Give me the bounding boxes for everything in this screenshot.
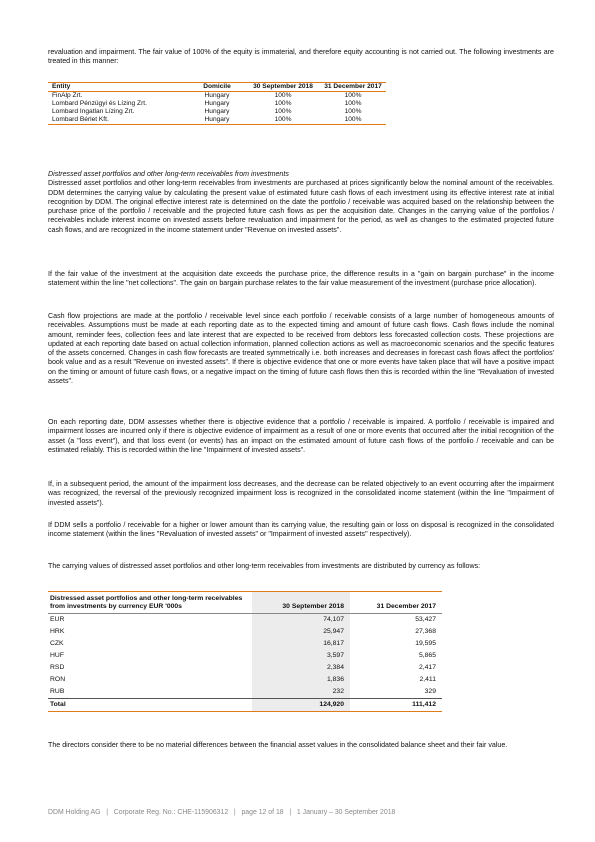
table-row bbox=[48, 614, 442, 627]
footer-period: 1 January – 30 September 2018 bbox=[296, 809, 396, 816]
cell-sep: 100% bbox=[274, 100, 292, 107]
currency-table bbox=[48, 591, 442, 712]
cell-sep: 2,384 bbox=[252, 662, 350, 674]
currency-table-grid bbox=[48, 592, 442, 711]
table-row bbox=[48, 100, 386, 108]
cell-currency: HRK bbox=[50, 628, 65, 635]
closing-paragraph: The directors consider there to be no material differences between the financial asset values in the consolidated balance sheet and their fair value. bbox=[48, 741, 508, 749]
table-header-row bbox=[48, 592, 442, 614]
col-domicile: Domicile bbox=[188, 83, 246, 92]
table-row bbox=[48, 662, 442, 674]
cell-dec: 329 bbox=[424, 688, 436, 695]
paragraph: The carrying values of distressed asset portfolios and other long-term receivables from investments are distributed by currency as follows: bbox=[48, 562, 481, 570]
cell-sep: 3,597 bbox=[252, 650, 350, 662]
investments-table bbox=[48, 82, 386, 125]
table-row bbox=[48, 674, 442, 686]
cell-entity: Lombard Bérlet Kft. bbox=[48, 116, 188, 125]
cell-dec: 5,865 bbox=[418, 652, 436, 659]
cell-sep: 100% bbox=[274, 92, 292, 99]
table-header-row bbox=[48, 83, 386, 92]
cell-currency: EUR bbox=[50, 616, 65, 623]
paragraph: If the fair value of the investment at the acquisition date exceeds the purchase price, the difference results in a "gain on bargain purchase" in the income statement within the line "net collections". The gain on bargain purchase relates to the fair value measurement of the investment (purchase price allocation). bbox=[48, 270, 554, 288]
cell-sep: 100% bbox=[246, 116, 320, 125]
total-row bbox=[48, 699, 442, 712]
cell-dec: 100% bbox=[320, 116, 386, 125]
cell-entity: Lombard Pénzügyi és Lízing Zrt. bbox=[52, 100, 147, 107]
cell-currency: CZK bbox=[50, 640, 64, 647]
intro-paragraph: revaluation and impairment. The fair value of 100% of the equity is immaterial, and therefore equity accounting is not carried out. The following investments are treated in this manner: bbox=[48, 48, 554, 66]
cell-domicile: Hungary bbox=[204, 100, 230, 107]
cell-currency: RSD bbox=[50, 664, 65, 671]
paragraph: If, in a subsequent period, the amount of the impairment loss decreases, and the decrease can be related objectively to an event occurring after the impairment was recognized, the reversal of the previously recognized impairment loss is recognized in the consolidated income statement (within the line "Impairment of invested assets"). bbox=[48, 480, 554, 507]
paragraph: Cash flow projections are made at the portfolio / receivable level since each portfolio / receivable consists of a large number of homogeneous amounts of receivables. Assumptions must be made at each reporting date as to the expected timing and amount of future cash flows. Cash flows include the nominal amount, reminder fees, collection fees and late interest that are expected to be received from debtors less forecasted collection costs. These projections are updated at each reporting date based on actual collection information, planned collection actions as well as macroeconomic scenarios and the specific features of the assets concerned. Changes in cash flow forecasts are treated symmetrically i.e. both increases and decreases in forecast cash flows affect the portfolios' book value and as a result "Revenue on invested assets". If there is objective evidence that one or more events have taken place that will have a positive impact on the timing or amount of future cash flows, or a negative impact on the timing of future cash flows then this is recorded within the line "Revaluation of invested assets". bbox=[48, 312, 554, 386]
cell-dec: 2,417 bbox=[418, 664, 436, 671]
col-sep-2018: 30 September 2018 bbox=[252, 592, 350, 614]
cell-currency: RUB bbox=[50, 688, 65, 695]
table-row bbox=[48, 92, 386, 101]
cell-dec: 2,411 bbox=[419, 676, 436, 683]
table-row bbox=[48, 626, 442, 638]
section-heading: Distressed asset portfolios and other long-term receivables from investments bbox=[48, 170, 289, 178]
footer-reg: Corporate Reg. No.: CHE-115906312 bbox=[113, 809, 229, 816]
footer-separator: | bbox=[233, 809, 236, 816]
page-footer bbox=[48, 809, 554, 816]
col-entity: Entity bbox=[48, 83, 188, 92]
cell-sep: 25,947 bbox=[252, 626, 350, 638]
footer-separator: | bbox=[106, 809, 109, 816]
cell-domicile: Hungary bbox=[188, 116, 246, 125]
table-row bbox=[48, 638, 442, 650]
cell-sep: 232 bbox=[252, 686, 350, 699]
col-sep-2018: 30 September 2018 bbox=[246, 83, 320, 92]
cell-sep: 1,836 bbox=[252, 674, 350, 686]
cell-dec: 100% bbox=[344, 108, 362, 115]
cell-dec: 27,368 bbox=[415, 628, 436, 635]
cell-dec: 100% bbox=[344, 92, 362, 99]
distressed-assets-section bbox=[48, 170, 554, 235]
table-row bbox=[48, 686, 442, 699]
paragraph: On each reporting date, DDM assesses whether there is objective evidence that a portfolio / receivable is impaired. A portfolio / receivable is impaired and impairment losses are incurred only if there is objective evidence of impairment as a result of one or more events that occurred after the initial recognition of the asset (a "loss event"), and that loss event (or events) has an impact on the estimated amount of future cash flows of the portfolio / receivable and can be estimated reliably. This is recorded within the line "Impairment of invested assets". bbox=[48, 418, 554, 454]
paragraph: Distressed asset portfolios and other long-term receivables from investments are purchased at prices significantly below the nominal amount of the receivables. DDM determines the carrying value by calculating the present value of estimated future cash flows of each investment using its effective interest rate at initial recognition by DDM. The original effective interest rate is determined on the date the portfolio / receivable was acquired based on the relationship between the purchase price of the portfolio / receivable and the projected future cash flows as per the acquisition date. Changes in the carrying value of the portfolios / receivables include interest income on invested assets before revaluation and impairment for the period, as well as changes to the estimated projected future cash flows, and are recognized in the income statement under "Revenue on invested assets". bbox=[48, 179, 554, 234]
cell-currency: HUF bbox=[50, 652, 64, 659]
col-description: Distressed asset portfolios and other long-term receivables from investments by currency EUR '000s bbox=[50, 595, 243, 610]
cell-sep: 74,107 bbox=[252, 614, 350, 627]
total-label: Total bbox=[50, 701, 66, 708]
total-sep: 124,920 bbox=[252, 699, 350, 712]
cell-entity: Lombard Ingatlan Lízing Zrt. bbox=[52, 108, 135, 115]
cell-sep: 100% bbox=[274, 108, 292, 115]
col-dec-2017: 31 December 2017 bbox=[320, 83, 386, 92]
total-dec: 111,412 bbox=[412, 701, 436, 708]
cell-dec: 100% bbox=[344, 100, 362, 107]
cell-entity: FinAlp Zrt. bbox=[52, 92, 83, 99]
cell-dec: 19,595 bbox=[415, 640, 436, 647]
cell-domicile: Hungary bbox=[204, 108, 230, 115]
cell-currency: RON bbox=[50, 676, 66, 683]
table-row bbox=[48, 116, 386, 125]
footer-company: DDM Holding AG bbox=[48, 809, 101, 816]
paragraph: If DDM sells a portfolio / receivable for a higher or lower amount than its carrying value, the resulting gain or loss on disposal is recognized in the consolidated income statement (within the lines "Revaluation of invested assets" or "Impairment of invested assets" respectively). bbox=[48, 521, 554, 539]
cell-domicile: Hungary bbox=[204, 92, 230, 99]
footer-page: page 12 of 18 bbox=[241, 809, 284, 816]
cell-dec: 53,427 bbox=[415, 616, 436, 623]
footer-separator: | bbox=[289, 809, 292, 816]
cell-sep: 16,817 bbox=[252, 638, 350, 650]
col-dec-2017: 31 December 2017 bbox=[376, 602, 436, 610]
table-row bbox=[48, 650, 442, 662]
table-row bbox=[48, 108, 386, 116]
